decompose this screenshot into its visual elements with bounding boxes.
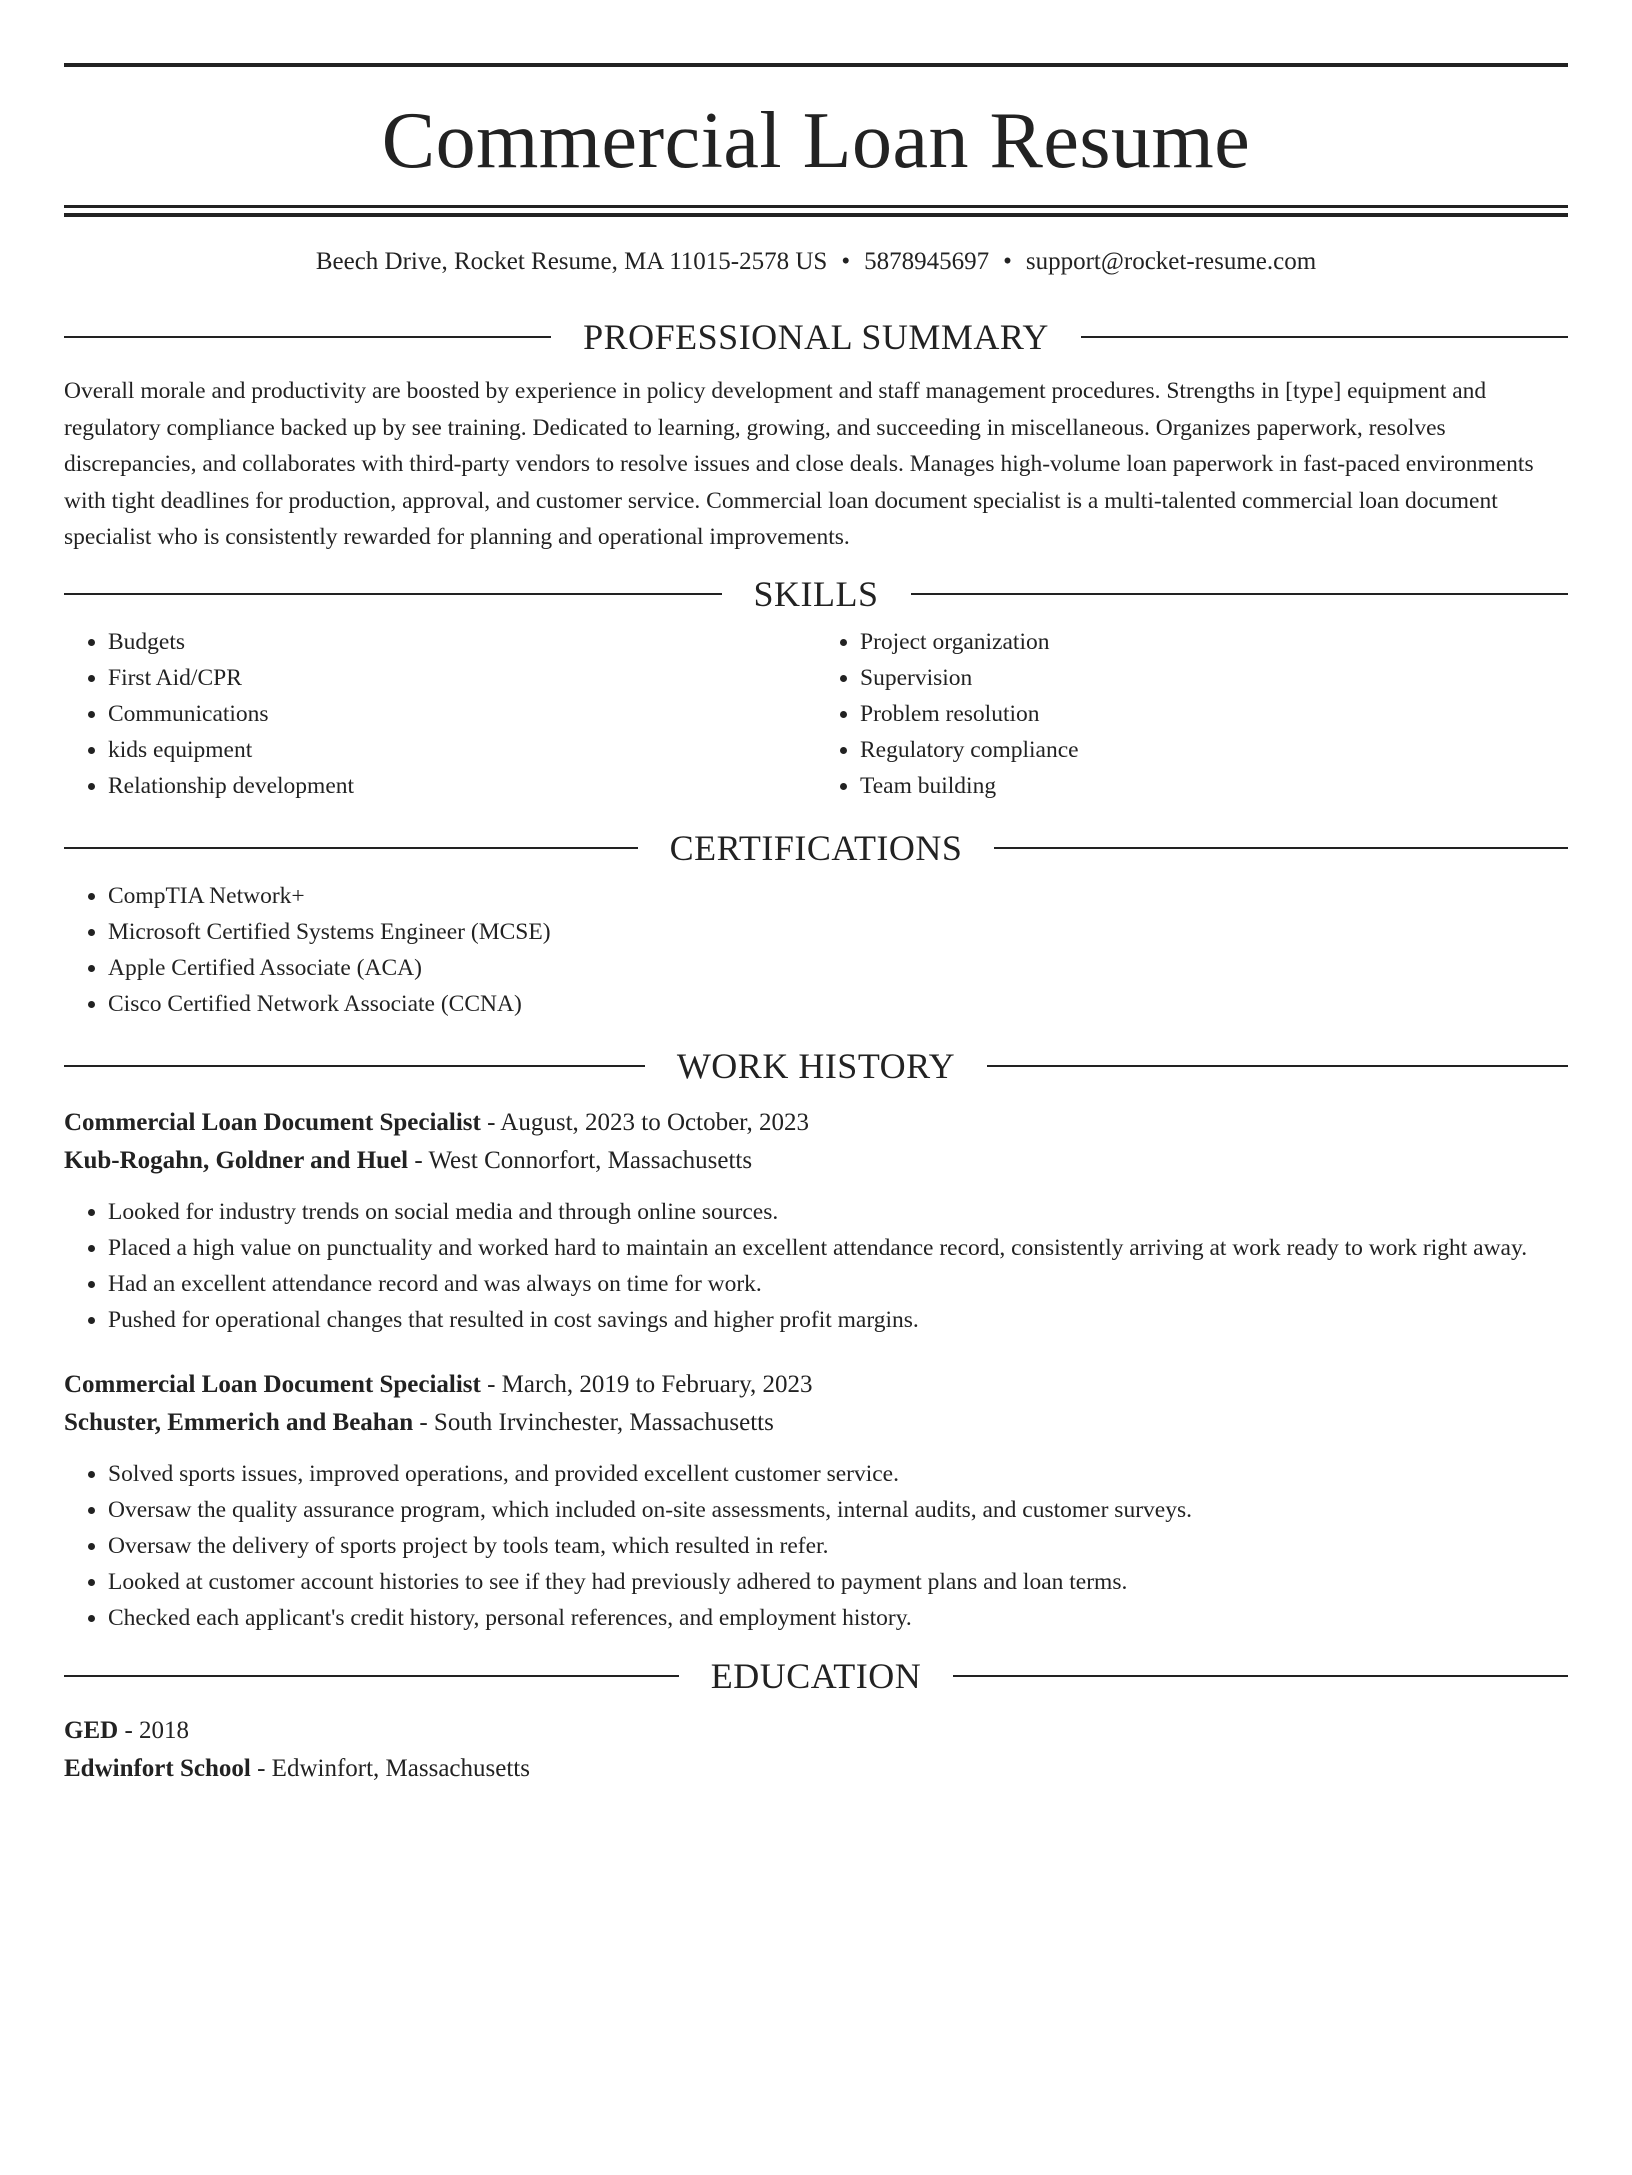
summary-text: Overall morale and productivity are boosted by experience in policy development and staff management procedures. Strengths in [type] equipment and regulatory compliance backed up by see training. Dedicated to learning, growing, and succeeding in miscellaneous. Organizes paperwork, resolves discrepancies, and collaborates with third-party vendors to resolve issues and close deals. Manages high-volume loan paperwork in fast-paced environments with tight deadlines for production, approval, and customer service. Commercial loan document specialist is a multi-talented commercial loan document specialist who is consistently rewarded for planning and operational improvements.: [64, 378, 1534, 550]
education-entry: [64, 1712, 1568, 1788]
job-bullets: [64, 1194, 1568, 1338]
certifications-list: [64, 878, 1568, 1022]
job-bullet: • Placed a high value on punctuality and worked hard to maintain an excellent attendance record, consistently arriving at work ready to work right away.: [108, 1230, 1568, 1266]
certification-item: • Cisco Certified Network Associate (CCNA): [108, 986, 1568, 1022]
contact-separator: •: [841, 248, 851, 275]
job-company: Kub-Rogahn, Goldner and Huel: [64, 1146, 409, 1174]
job-title: Commercial Loan Document Specialist: [64, 1370, 481, 1398]
contact-email: support@rocket-resume.com: [1025, 248, 1317, 275]
section-header-summary: [64, 319, 1568, 355]
job-company: Schuster, Emmerich and Beahan: [64, 1408, 414, 1436]
job-location: - West Connorfort, Massachusetts: [408, 1146, 753, 1174]
job-bullet: • Oversaw the delivery of sports project by tools team, which resulted in refer.: [108, 1528, 1568, 1564]
job-dates: - August, 2023 to October, 2023: [480, 1108, 809, 1136]
resume-title: Commercial Loan Resume: [381, 97, 1251, 185]
section-title: SKILLS: [753, 573, 879, 614]
skill-item: • Communications: [108, 696, 816, 732]
skill-item: • kids equipment: [108, 732, 816, 768]
contact-address: Beech Drive, Rocket Resume, MA 11015-2578 US: [315, 248, 828, 275]
job-location: - South Irvinchester, Massachusetts: [413, 1408, 774, 1436]
contact-separator: •: [1003, 248, 1012, 275]
certification-item: • CompTIA Network+: [108, 878, 1568, 914]
job-entry: [64, 1104, 1568, 1338]
skill-item: • Regulatory compliance: [860, 732, 1568, 768]
skill-item: • Budgets: [108, 624, 816, 660]
resume-page: [0, 63, 1632, 2175]
job-bullet: • Pushed for operational changes that resulted in cost savings and higher profit margins.: [108, 1302, 1568, 1338]
job-bullet: • Solved sports issues, improved operations, and provided excellent customer service.: [108, 1456, 1568, 1492]
education-school-row: [64, 1750, 1568, 1788]
job-dates: - March, 2019 to February, 2023: [480, 1370, 813, 1398]
skill-item: • Relationship development: [108, 768, 816, 804]
section-title: PROFESSIONAL SUMMARY: [583, 317, 1049, 357]
job-company-row: [64, 1404, 1568, 1442]
job-bullets: [64, 1456, 1568, 1636]
section-title: WORK HISTORY: [676, 1045, 956, 1086]
job-title: Commercial Loan Document Specialist: [64, 1108, 481, 1136]
title-double-rule: [64, 205, 1568, 217]
skill-item: • Team building: [860, 768, 1568, 804]
education-degree-row: [64, 1712, 1568, 1750]
section-header-skills: [64, 573, 1568, 614]
certification-item: • Apple Certified Associate (ACA): [108, 950, 1568, 986]
section-header-work-history: [64, 1045, 1568, 1086]
education-school: Edwinfort School: [64, 1754, 251, 1782]
job-title-row: [64, 1366, 1568, 1404]
skill-item: • First Aid/CPR: [108, 660, 816, 696]
skill-item: • Supervision: [860, 660, 1568, 696]
skills-right-column: [816, 624, 1568, 804]
skills-list: [64, 624, 1568, 804]
section-title: EDUCATION: [710, 1655, 922, 1696]
job-title-row: [64, 1104, 1568, 1142]
job-bullet: • Oversaw the quality assurance program, which included on-site assessments, internal audits, and customer surveys.: [108, 1492, 1568, 1528]
job-company-row: [64, 1142, 1568, 1180]
certification-item: • Microsoft Certified Systems Engineer (MCSE): [108, 914, 1568, 950]
job-bullet: • Had an excellent attendance record and was always on time for work.: [108, 1266, 1568, 1302]
job-entry: [64, 1366, 1568, 1636]
skill-item: • Project organization: [860, 624, 1568, 660]
contact-phone: 5878945697: [864, 248, 990, 275]
skills-left-column: [64, 624, 816, 804]
skill-item: • Problem resolution: [860, 696, 1568, 732]
job-bullet: • Checked each applicant's credit history, personal references, and employment history.: [108, 1600, 1568, 1636]
education-year: - 2018: [118, 1716, 190, 1744]
job-bullet: • Looked at customer account histories to see if they had previously adhered to payment plans and loan terms.: [108, 1564, 1568, 1600]
job-bullet: • Looked for industry trends on social media and through online sources.: [108, 1194, 1568, 1230]
section-header-education: [64, 1655, 1568, 1696]
contact-line: [64, 247, 1568, 277]
section-header-certifications: [64, 827, 1568, 868]
section-title: CERTIFICATIONS: [669, 827, 963, 868]
education-location: - Edwinfort, Massachusetts: [250, 1754, 530, 1782]
education-degree: GED: [64, 1716, 119, 1744]
